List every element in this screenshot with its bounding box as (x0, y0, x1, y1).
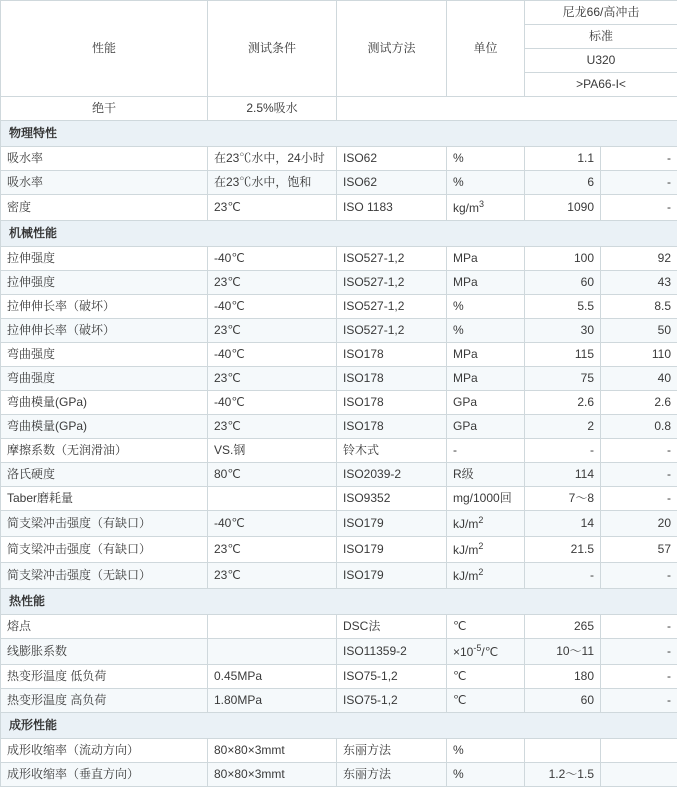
table-row (1, 415, 677, 439)
table-row (1, 537, 677, 563)
row-condition: 80×80×3mmt (208, 739, 337, 763)
table-row (1, 147, 677, 171)
row-value-dry: 100 (525, 247, 601, 271)
table-row (1, 295, 677, 319)
row-value-dry: 265 (525, 615, 601, 639)
row-property: 简支梁冲击强度（有缺口） (1, 537, 208, 563)
row-value-dry: 5.5 (525, 295, 601, 319)
row-method: ISO 1183 (337, 195, 447, 221)
row-value-wet (601, 763, 677, 787)
row-value-dry: - (525, 563, 601, 589)
table-row (1, 367, 677, 391)
row-value-wet (601, 739, 677, 763)
row-value-wet: 0.8 (601, 415, 677, 439)
table-row (1, 319, 677, 343)
row-property: 简支梁冲击强度（有缺口） (1, 511, 208, 537)
row-value-wet: - (601, 487, 677, 511)
row-value-dry: 114 (525, 463, 601, 487)
table-row (1, 391, 677, 415)
row-value-wet: - (601, 563, 677, 589)
row-property: 熔点 (1, 615, 208, 639)
section-title: 热性能 (1, 589, 677, 615)
row-property: 成形收缩率（垂直方向） (1, 763, 208, 787)
row-property: 密度 (1, 195, 208, 221)
row-value-dry: 1090 (525, 195, 601, 221)
row-property: 吸水率 (1, 171, 208, 195)
row-condition: 在23℃水中，24小时 (208, 147, 337, 171)
row-condition: -40℃ (208, 511, 337, 537)
row-condition (208, 615, 337, 639)
row-property: 弯曲强度 (1, 343, 208, 367)
row-condition: -40℃ (208, 295, 337, 319)
row-unit: $\times 10^{-5}/℃$ (447, 639, 525, 665)
row-property: Taber磨耗量 (1, 487, 208, 511)
row-condition: 23℃ (208, 563, 337, 589)
row-condition: 0.45MPa (208, 665, 337, 689)
table-row (1, 195, 677, 221)
row-unit: $kg/m^3$ (447, 195, 525, 221)
table-row (1, 343, 677, 367)
section-title: 物理特性 (1, 121, 677, 147)
table-row (1, 665, 677, 689)
row-unit: % (447, 739, 525, 763)
row-value-dry: 75 (525, 367, 601, 391)
header-material-sub: 标准 (525, 25, 677, 49)
row-unit: ℃ (447, 665, 525, 689)
table-row (1, 615, 677, 639)
table-row (1, 563, 677, 589)
row-condition: 在23℃水中，饱和 (208, 171, 337, 195)
section-title: 机械性能 (1, 221, 677, 247)
row-unit: % (447, 319, 525, 343)
row-method: ISO178 (337, 343, 447, 367)
table-row (1, 247, 677, 271)
table-row (1, 739, 677, 763)
row-unit: MPa (447, 367, 525, 391)
row-unit: MPa (447, 271, 525, 295)
row-property: 热变形温度 高负荷 (1, 689, 208, 713)
row-value-dry: 180 (525, 665, 601, 689)
row-unit: mg/1000回 (447, 487, 525, 511)
section-title: 成形性能 (1, 713, 677, 739)
row-unit: ℃ (447, 615, 525, 639)
row-value-dry: 60 (525, 271, 601, 295)
row-method: DSC法 (337, 615, 447, 639)
table-row (1, 487, 677, 511)
row-value-wet: 92 (601, 247, 677, 271)
row-value-dry: 7〜8 (525, 487, 601, 511)
row-property: 摩擦系数（无润滑油） (1, 439, 208, 463)
row-value-wet: - (601, 639, 677, 665)
row-unit: - (447, 439, 525, 463)
row-unit: $kJ/m^2$ (447, 511, 525, 537)
row-value-dry: 1.2〜1.5 (525, 763, 601, 787)
row-unit: % (447, 295, 525, 319)
row-value-wet: - (601, 147, 677, 171)
row-value-wet: 40 (601, 367, 677, 391)
row-condition: 23℃ (208, 537, 337, 563)
row-method: ISO62 (337, 171, 447, 195)
row-method: ISO527-1,2 (337, 247, 447, 271)
row-condition: -40℃ (208, 343, 337, 367)
table-header (1, 1, 677, 121)
section-row (1, 221, 677, 247)
table-row (1, 689, 677, 713)
row-property: 弯曲模量(GPa) (1, 391, 208, 415)
table-row (1, 763, 677, 787)
row-method: ISO179 (337, 537, 447, 563)
row-property: 拉伸伸长率（破坏） (1, 295, 208, 319)
header-material-code: U320 (525, 49, 677, 73)
row-method: ISO527-1,2 (337, 319, 447, 343)
row-method: ISO9352 (337, 487, 447, 511)
row-unit: GPa (447, 415, 525, 439)
row-value-wet: - (601, 689, 677, 713)
row-value-wet: - (601, 615, 677, 639)
row-method: 东丽方法 (337, 739, 447, 763)
row-value-dry: 2.6 (525, 391, 601, 415)
row-value-dry: 10〜11 (525, 639, 601, 665)
table-row (1, 639, 677, 665)
row-value-wet: 50 (601, 319, 677, 343)
table-row (1, 271, 677, 295)
header-conditions: 测试条件 (208, 1, 337, 97)
row-property: 拉伸强度 (1, 271, 208, 295)
row-method: ISO178 (337, 415, 447, 439)
row-property: 拉伸伸长率（破坏） (1, 319, 208, 343)
row-property: 线膨胀系数 (1, 639, 208, 665)
row-unit: $kJ/m^2$ (447, 563, 525, 589)
row-method: ISO178 (337, 391, 447, 415)
row-value-wet: - (601, 195, 677, 221)
row-condition: 23℃ (208, 271, 337, 295)
row-property: 热变形温度 低负荷 (1, 665, 208, 689)
row-property: 吸水率 (1, 147, 208, 171)
row-method: ISO2039-2 (337, 463, 447, 487)
row-unit: ℃ (447, 689, 525, 713)
row-unit: MPa (447, 247, 525, 271)
row-condition: 80×80×3mmt (208, 763, 337, 787)
row-value-wet: - (601, 171, 677, 195)
row-value-wet: - (601, 439, 677, 463)
table-row (1, 171, 677, 195)
row-unit: % (447, 171, 525, 195)
row-condition: 80℃ (208, 463, 337, 487)
section-row (1, 589, 677, 615)
row-value-wet: 57 (601, 537, 677, 563)
row-value-dry: 14 (525, 511, 601, 537)
row-condition: 23℃ (208, 415, 337, 439)
row-condition: -40℃ (208, 247, 337, 271)
row-method: 东丽方法 (337, 763, 447, 787)
row-value-wet: - (601, 665, 677, 689)
row-unit: % (447, 763, 525, 787)
row-method: ISO179 (337, 511, 447, 537)
row-unit: % (447, 147, 525, 171)
row-property: 弯曲模量(GPa) (1, 415, 208, 439)
row-method: ISO527-1,2 (337, 271, 447, 295)
row-unit: GPa (447, 391, 525, 415)
table-row (1, 439, 677, 463)
row-condition (208, 639, 337, 665)
row-value-dry: 21.5 (525, 537, 601, 563)
row-unit: MPa (447, 343, 525, 367)
row-property: 拉伸强度 (1, 247, 208, 271)
row-value-dry: 1.1 (525, 147, 601, 171)
row-value-dry: 6 (525, 171, 601, 195)
row-method: ISO11359-2 (337, 639, 447, 665)
row-method: ISO179 (337, 563, 447, 589)
row-unit: $kJ/m^2$ (447, 537, 525, 563)
row-property: 洛氏硬度 (1, 463, 208, 487)
header-condition-wet: 2.5%吸水 (208, 97, 337, 121)
row-value-dry: 60 (525, 689, 601, 713)
row-condition: 23℃ (208, 319, 337, 343)
row-value-wet: 20 (601, 511, 677, 537)
row-value-wet: 2.6 (601, 391, 677, 415)
row-condition: 23℃ (208, 195, 337, 221)
row-unit: R级 (447, 463, 525, 487)
row-value-dry: 115 (525, 343, 601, 367)
row-condition: VS.钢 (208, 439, 337, 463)
table-row (1, 463, 677, 487)
row-value-dry: 30 (525, 319, 601, 343)
row-condition: -40℃ (208, 391, 337, 415)
header-unit: 单位 (447, 1, 525, 97)
row-value-wet: - (601, 463, 677, 487)
table-body (1, 121, 677, 787)
row-property: 弯曲强度 (1, 367, 208, 391)
header-material-grade: >PA66-I< (525, 73, 677, 97)
row-method: ISO62 (337, 147, 447, 171)
header-method: 测试方法 (337, 1, 447, 97)
row-method: ISO75-1,2 (337, 665, 447, 689)
section-row (1, 121, 677, 147)
row-condition: 1.80MPa (208, 689, 337, 713)
header-condition-dry: 绝干 (1, 97, 208, 121)
row-method: 铃木式 (337, 439, 447, 463)
row-value-wet: 110 (601, 343, 677, 367)
row-value-dry: 2 (525, 415, 601, 439)
row-property: 简支梁冲击强度（无缺口） (1, 563, 208, 589)
row-property: 成形收缩率（流动方向） (1, 739, 208, 763)
row-value-wet: 8.5 (601, 295, 677, 319)
header-material-title: 尼龙66/高冲击 (525, 1, 677, 25)
row-method: ISO178 (337, 367, 447, 391)
row-condition (208, 487, 337, 511)
row-method: ISO75-1,2 (337, 689, 447, 713)
row-method: ISO527-1,2 (337, 295, 447, 319)
row-value-dry: - (525, 439, 601, 463)
table-row (1, 511, 677, 537)
section-row (1, 713, 677, 739)
header-properties: 性能 (1, 1, 208, 97)
row-value-wet: 43 (601, 271, 677, 295)
row-value-dry (525, 739, 601, 763)
row-condition: 23℃ (208, 367, 337, 391)
